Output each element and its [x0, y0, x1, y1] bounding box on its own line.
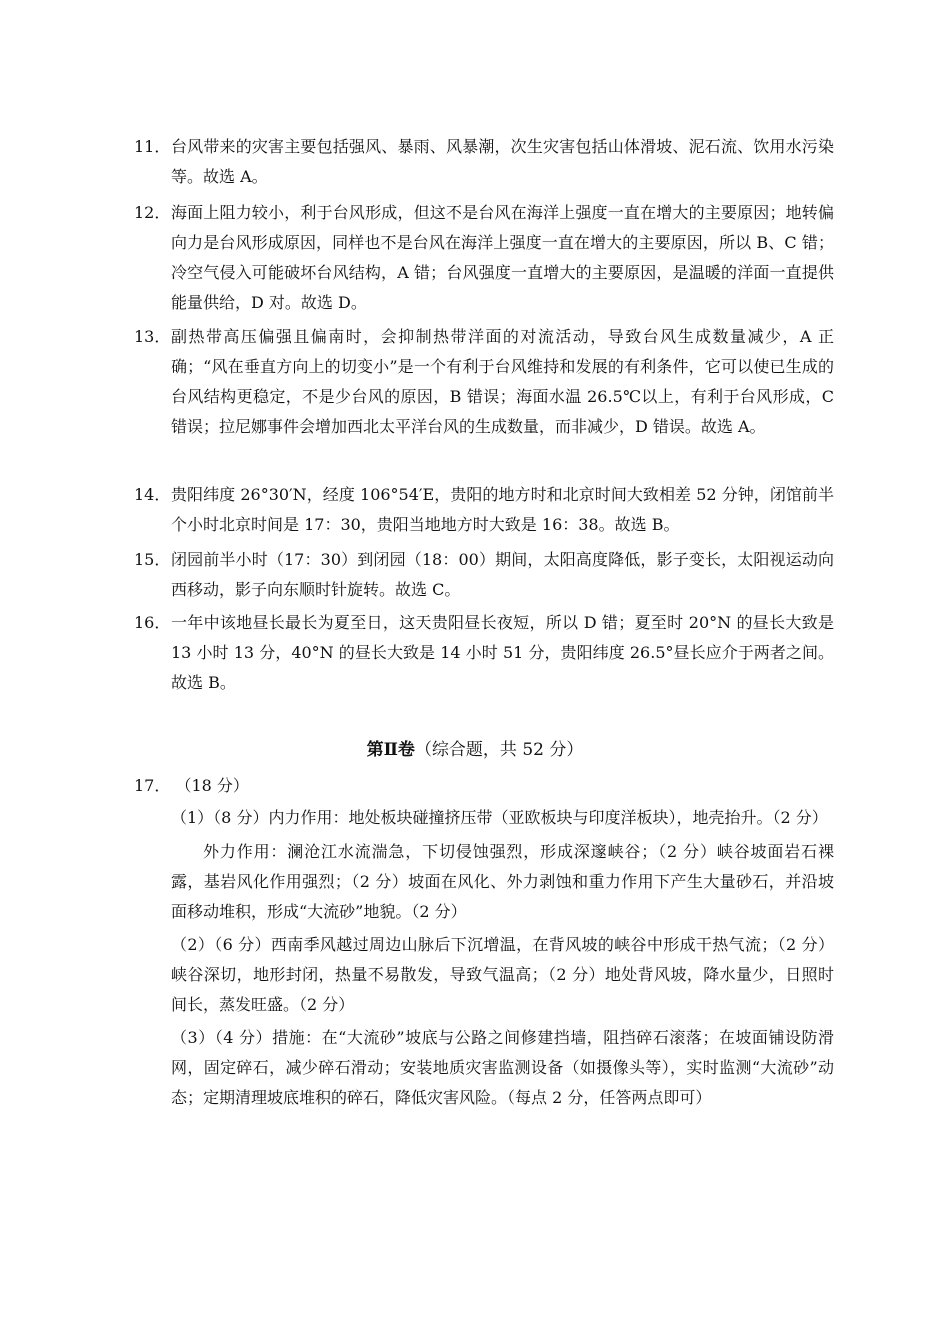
answer-number: 15．: [134, 550, 171, 569]
question-17: [134, 771, 834, 1113]
answer-number: 11．: [134, 137, 171, 156]
part-3: （3）（4 分）措施：在“大流砂”坡底与公路之间修建挡墙，阻挡碎石滚落；在坡面铺设防滑网，固定碎石，减少碎石滑动；安装地质灾害监测设备（如摄像头等），实时监测“大流砂”动态；定期清理坡底堆积的碎石，降低灾害风险。（每点 2 分，任答两点即可）: [171, 1028, 834, 1107]
answer-15: [134, 545, 834, 605]
part-1: （1）（8 分）内力作用：地处板块碰撞挤压带（亚欧板块与印度洋板块），地壳抬升。（2 分）: [171, 808, 828, 827]
answer-13: [134, 322, 834, 442]
answer-11: [134, 132, 834, 192]
answer-14: [134, 480, 834, 540]
answer-number: 14．: [134, 485, 171, 504]
part-1-external: 外力作用：澜沧江水流湍急，下切侵蚀强烈，形成深邃峡谷；（2 分）峡谷坡面岩石裸露，基岩风化作用强烈；（2 分）坡面在风化、外力剥蚀和重力作用下产生大量砂石，并沿坡面移动堆积，形成“大流砂”地貌。（2 分）: [171, 842, 834, 921]
part-2: （2）（6 分）西南季风越过周边山脉后下沉增温，在背风坡的峡谷中形成干热气流；（2 分）峡谷深切，地形封闭，热量不易散发，导致气温高；（2 分）地处背风坡，降水量少，日照时间长，蒸发旺盛。（2 分）: [171, 935, 834, 1014]
section-heading: [0, 735, 950, 765]
section-heading-rest: （综合题，共 52 分）: [414, 740, 584, 760]
answer-12: [134, 198, 834, 318]
answer-number: 12．: [134, 203, 171, 222]
answer-text: 闭园前半小时（17：30）到闭园（18：00）期间，太阳高度降低，影子变长，太阳视运动向西移动，影子向东顺时针旋转。故选 C。: [171, 550, 834, 599]
answer-text: 副热带高压偏强且偏南时，会抑制热带洋面的对流活动，导致台风生成数量减少，A 正确；“风在垂直方向上的切变小”是一个有利于台风维持和发展的有利条件，它可以使已生成的台风结构更稳定，不是少台风的原因，B 错误；海面水温 26.5℃以上，有利于台风形成，C 错误；拉尼娜事件会增加西北太平洋台风的生成数量，而非减少，D 错误。故选 A。: [171, 327, 834, 436]
answer-number: 13．: [134, 327, 171, 346]
question-score: （18 分）: [175, 776, 249, 795]
answer-text: 贵阳纬度 26°30′N，经度 106°54′E，贵阳的地方时和北京时间大致相差 52 分钟，闭馆前半个小时北京时间是 17：30，贵阳当地地方时大致是 16：38。故选 B。: [171, 485, 834, 534]
answer-text: 一年中该地昼长最长为夏至日，这天贵阳昼长夜短，所以 D 错；夏至时 20°N 的昼长大致是 13 小时 13 分，40°N 的昼长大致是 14 小时 51 分，贵阳纬度 26.5°昼长应介于两者之间。故选 B。: [171, 613, 834, 692]
question-17-header: [134, 771, 834, 801]
answer-number: 16．: [134, 613, 171, 632]
answer-text: 台风带来的灾害主要包括强风、暴雨、风暴潮，次生灾害包括山体滑坡、泥石流、饮用水污染等。故选 A。: [171, 137, 834, 186]
question-number: 17．: [134, 776, 171, 795]
section-heading-bold: 第Ⅱ卷: [366, 740, 415, 760]
answer-text: 海面上阻力较小，利于台风形成，但这不是台风在海洋上强度一直在增大的主要原因；地转偏向力是台风形成原因，同样也不是台风在海洋上强度一直在增大的主要原因，所以 B、C 错；冷空气侵入可能破坏台风结构，A 错；台风强度一直增大的主要原因，是温暖的洋面一直提供能量供给，D 对。故选 D。: [171, 203, 834, 312]
answer-16: [134, 608, 834, 698]
